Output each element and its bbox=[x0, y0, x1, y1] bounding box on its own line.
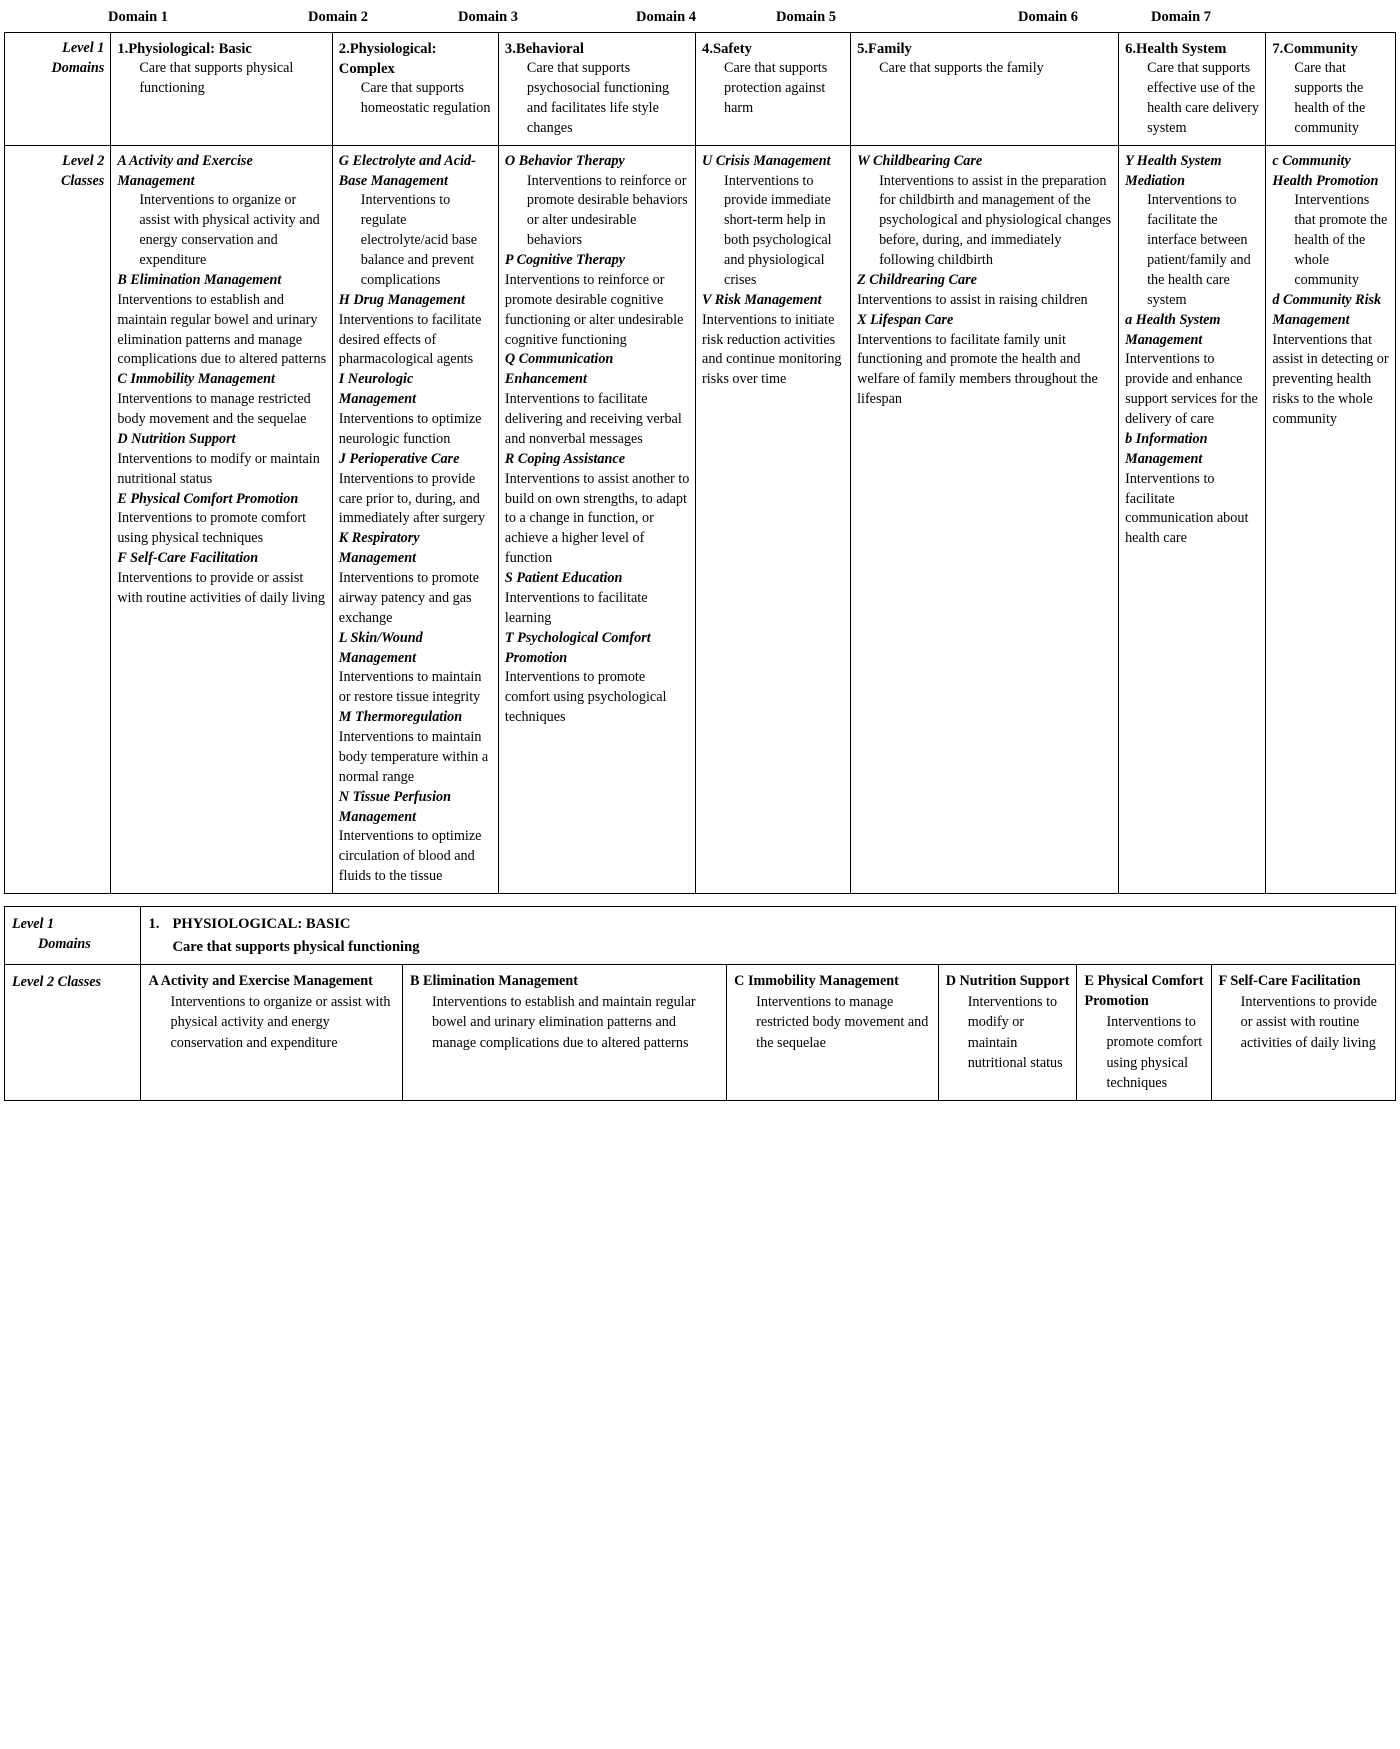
class-title: d Community Risk Management bbox=[1272, 291, 1382, 328]
class-description: Interventions to initiate risk reduction activities and continue monitoring risks over time bbox=[702, 311, 842, 388]
detail-class-description: Interventions to manage restricted body movement and the sequelae bbox=[756, 994, 929, 1051]
class-title: O Behavior Therapy bbox=[504, 152, 625, 169]
class-title: G Electrolyte and Acid-Base Management bbox=[338, 152, 476, 189]
domain-title-1 bbox=[117, 39, 326, 59]
detail-row-label-level1 bbox=[5, 907, 141, 965]
detail-class-title: C Immobility Management bbox=[734, 973, 899, 990]
class-entry bbox=[1125, 152, 1260, 311]
class-title: A Activity and Exercise Management bbox=[117, 152, 253, 189]
class-title: U Crisis Management bbox=[702, 152, 831, 169]
class-title: I Neurologic Management bbox=[338, 371, 417, 408]
class-entry bbox=[702, 291, 845, 390]
domain-name-2: Physiological: Complex bbox=[338, 41, 437, 78]
domain-name-3: Behavioral bbox=[515, 41, 584, 57]
detail-row-label-line2: Domains bbox=[38, 936, 91, 953]
detail-row-label-level2 bbox=[5, 965, 141, 1100]
detail-class-title: A Activity and Exercise Management bbox=[148, 973, 373, 990]
class-description: Interventions to facilitate communication about health care bbox=[1125, 470, 1249, 547]
domain-cell-5 bbox=[851, 33, 1119, 146]
domain-header-row bbox=[4, 0, 1396, 32]
detail-row-label2: Level 2 Classes bbox=[12, 974, 102, 991]
taxonomy-matrix-table bbox=[4, 32, 1396, 894]
domain-title-2 bbox=[339, 39, 493, 79]
class-description: Interventions that promote the health of the whole community bbox=[1294, 192, 1388, 288]
row-label-level2-classes bbox=[5, 145, 111, 893]
class-description: Interventions to provide care prior to, during, and immediately after surgery bbox=[338, 470, 486, 527]
detail-class-description: Interventions to promote comfort using physical techniques bbox=[1106, 1014, 1203, 1091]
class-description: Interventions to maintain or restore tissue integrity bbox=[338, 669, 482, 706]
detail-class-description: Interventions to organize or assist with physical activity and energy conservation and expenditure bbox=[170, 994, 391, 1051]
class-title: Y Health System Mediation bbox=[1125, 152, 1222, 189]
class-description: Interventions to facilitate the interface between patient/family and the health care system bbox=[1147, 192, 1251, 308]
class-description: Interventions that assist in detecting or preventing health risks to the whole community bbox=[1272, 331, 1389, 427]
domain-header-5: Domain 5 bbox=[776, 8, 837, 25]
domain-cell-6 bbox=[1119, 33, 1266, 146]
domain-header-6: Domain 6 bbox=[1018, 8, 1079, 25]
row-label-line1: Level 1 bbox=[62, 40, 105, 56]
class-entry bbox=[1125, 311, 1260, 430]
class-entry bbox=[505, 450, 690, 569]
class-entry bbox=[857, 271, 1113, 311]
class-title: J Perioperative Care bbox=[338, 450, 460, 467]
row-label2-line2: Classes bbox=[60, 172, 105, 189]
class-description: Interventions to facilitate learning bbox=[504, 589, 648, 626]
domain1-detail-table bbox=[4, 906, 1396, 1101]
detail-class-cell-D bbox=[938, 965, 1077, 1100]
classes-cell-4 bbox=[696, 145, 851, 893]
class-title: Q Communication Enhancement bbox=[504, 351, 614, 388]
domain-desc-4: Care that supports protection against harm bbox=[724, 60, 828, 116]
class-title: M Thermoregulation bbox=[338, 709, 463, 726]
detail-class-title: E Physical Comfort Promotion bbox=[1084, 973, 1204, 1010]
detail-domain-name: PHYSIOLOGICAL: BASIC bbox=[172, 916, 351, 932]
class-description: Interventions to promote comfort using physical techniques bbox=[117, 510, 307, 547]
class-description: Interventions to assist another to build on own strengths, to adapt to a change in function, or achieve a higher level of function bbox=[504, 470, 690, 567]
detail-class-cell-B bbox=[403, 965, 727, 1100]
row-label-level1-domains bbox=[5, 33, 111, 146]
row-label-line2: Domains bbox=[51, 59, 105, 76]
detail-class-cell-C bbox=[727, 965, 939, 1100]
domain-title-4 bbox=[702, 39, 845, 59]
domain-header-2: Domain 2 bbox=[308, 8, 369, 25]
class-entry bbox=[117, 370, 326, 430]
domain-title-6 bbox=[1125, 39, 1260, 59]
classes-cell-1 bbox=[111, 145, 332, 893]
domain-desc-3: Care that supports psychosocial functioning and facilitates life style changes bbox=[526, 60, 670, 136]
class-description: Interventions to modify or maintain nutritional status bbox=[117, 450, 320, 487]
class-description: Interventions to assist in the preparation for childbirth and management of the psychological and physiological changes before, during, and immediately following childbirth bbox=[879, 172, 1112, 268]
domain-cell-3 bbox=[498, 33, 695, 146]
class-description: Interventions to optimize neurologic function bbox=[338, 411, 482, 447]
class-entry bbox=[702, 152, 845, 291]
classes-cell-7 bbox=[1266, 145, 1396, 893]
domain-desc-7: Care that supports the health of the community bbox=[1294, 60, 1366, 136]
domain-number-4: 4. bbox=[702, 41, 713, 57]
domain-cell-2 bbox=[332, 33, 498, 146]
detail-class-cell-E bbox=[1077, 965, 1211, 1100]
classes-cell-5 bbox=[851, 145, 1119, 893]
class-entry bbox=[339, 450, 493, 530]
class-title: Z Childrearing Care bbox=[857, 271, 977, 288]
class-title: V Risk Management bbox=[702, 291, 822, 308]
class-title: P Cognitive Therapy bbox=[504, 252, 625, 268]
class-entry bbox=[339, 629, 493, 709]
detail-class-cell-F bbox=[1211, 965, 1395, 1100]
class-entry bbox=[117, 271, 326, 370]
domain-header-4: Domain 4 bbox=[636, 8, 697, 25]
class-title: R Coping Assistance bbox=[504, 450, 626, 467]
domain-title-7 bbox=[1272, 39, 1390, 59]
domain-header-7: Domain 7 bbox=[1151, 8, 1212, 25]
class-title: N Tissue Perfusion Management bbox=[338, 788, 451, 825]
level2-classes-row bbox=[5, 145, 1396, 893]
class-entry bbox=[505, 569, 690, 629]
class-description: Interventions to provide immediate short-term help in both psychological and physiological crises bbox=[724, 172, 832, 288]
class-description: Interventions to facilitate desired effects of pharmacological agents bbox=[338, 311, 482, 368]
class-description: Interventions to regulate electrolyte/acid base balance and prevent complications bbox=[360, 192, 477, 288]
class-title: S Patient Education bbox=[504, 570, 623, 586]
detail-domain-number: 1. bbox=[148, 916, 160, 932]
class-entry bbox=[339, 708, 493, 788]
class-title: b Information Management bbox=[1125, 430, 1208, 467]
detail-class-title: F Self-Care Facilitation bbox=[1218, 973, 1361, 990]
class-description: Interventions to assist in raising children bbox=[857, 291, 1088, 308]
domain-title-5 bbox=[857, 39, 1113, 59]
domain-desc-6: Care that supports effective use of the health care delivery system bbox=[1147, 60, 1259, 136]
domain-desc-5: Care that supports the family bbox=[879, 60, 1044, 77]
domain-number-5: 5. bbox=[857, 41, 869, 57]
row-label2-line1: Level 2 bbox=[62, 152, 105, 169]
class-entry bbox=[117, 152, 326, 271]
class-description: Interventions to optimize circulation of blood and fluids to the tissue bbox=[338, 828, 482, 885]
class-entry bbox=[505, 629, 690, 728]
detail-domain-cell bbox=[141, 907, 1396, 965]
class-title: a Health System Management bbox=[1125, 311, 1221, 348]
detail-class-description: Interventions to modify or maintain nutritional status bbox=[967, 994, 1063, 1071]
class-title: W Childbearing Care bbox=[857, 152, 983, 169]
class-description: Interventions to promote airway patency and gas exchange bbox=[338, 570, 480, 626]
class-entry bbox=[339, 529, 493, 628]
domain-cell-4 bbox=[696, 33, 851, 146]
domain-desc-2: Care that supports homeostatic regulation bbox=[360, 80, 491, 117]
detail-class-title: B Elimination Management bbox=[410, 973, 578, 990]
class-description: Interventions to organize or assist with physical activity and energy conservation and expenditure bbox=[139, 192, 320, 268]
domain-name-7: Community bbox=[1283, 41, 1358, 57]
class-entry bbox=[857, 311, 1113, 410]
domain-number-7: 7. bbox=[1272, 41, 1284, 57]
class-entry bbox=[117, 430, 326, 490]
class-entry bbox=[505, 152, 690, 251]
class-title: H Drug Management bbox=[338, 291, 465, 308]
detail-domain-desc: Care that supports physical functioning bbox=[172, 938, 420, 955]
class-entry bbox=[339, 152, 493, 291]
class-title: L Skin/Wound Management bbox=[338, 629, 423, 666]
class-description: Interventions to provide and enhance support services for the delivery of care bbox=[1125, 351, 1258, 427]
class-title: X Lifespan Care bbox=[857, 311, 954, 328]
class-entry bbox=[339, 788, 493, 887]
class-entry bbox=[1272, 291, 1390, 430]
class-title: E Physical Comfort Promotion bbox=[117, 490, 299, 507]
domain-header-1: Domain 1 bbox=[108, 8, 169, 25]
domain-number-1: 1. bbox=[117, 41, 129, 57]
detail-class-cell-A bbox=[141, 965, 403, 1100]
class-entry bbox=[505, 251, 690, 350]
class-title: T Psychological Comfort Promotion bbox=[504, 629, 651, 666]
class-entry bbox=[857, 152, 1113, 271]
class-description: Interventions to manage restricted body movement and the sequelae bbox=[117, 391, 311, 427]
domain-number-3: 3. bbox=[504, 41, 516, 57]
class-title: K Respiratory Management bbox=[338, 530, 420, 567]
class-description: Interventions to provide or assist with routine activities of daily living bbox=[117, 570, 325, 606]
class-description: Interventions to reinforce or promote desirable cognitive functioning or alter undesirable cognitive functioning bbox=[504, 271, 684, 348]
class-entry bbox=[339, 291, 493, 371]
class-description: Interventions to establish and maintain regular bowel and urinary elimination patterns and manage complications due to altered patterns bbox=[117, 291, 327, 368]
detail-row-label-line1: Level 1 bbox=[12, 916, 55, 932]
classes-cell-2 bbox=[332, 145, 498, 893]
detail-class-description: Interventions to establish and maintain regular bowel and urinary elimination patterns and manage complications due to altered patterns bbox=[432, 994, 696, 1051]
class-entry bbox=[1125, 430, 1260, 549]
domain-number-2: 2. bbox=[338, 41, 350, 57]
domain-name-4: Safety bbox=[712, 41, 752, 57]
class-description: Interventions to facilitate family unit functioning and promote the health and welfare of family members throughout the lifespan bbox=[857, 331, 1098, 408]
domain-header-3: Domain 3 bbox=[458, 8, 519, 25]
domain-name-5: Family bbox=[868, 41, 912, 57]
domain-name-6: Health System bbox=[1136, 41, 1227, 57]
domain-number-6: 6. bbox=[1125, 41, 1137, 57]
classes-cell-6 bbox=[1119, 145, 1266, 893]
level1-domains-row bbox=[5, 33, 1396, 146]
class-entry bbox=[117, 549, 326, 609]
class-description: Interventions to maintain body temperature within a normal range bbox=[338, 729, 489, 785]
domain-cell-7 bbox=[1266, 33, 1396, 146]
detail-class-title: D Nutrition Support bbox=[945, 973, 1070, 990]
class-description: Interventions to reinforce or promote desirable behaviors or alter undesirable behaviors bbox=[526, 172, 688, 249]
class-title: B Elimination Management bbox=[117, 271, 282, 288]
class-entry bbox=[117, 490, 326, 550]
class-title: F Self-Care Facilitation bbox=[117, 550, 259, 567]
class-title: c Community Health Promotion bbox=[1272, 152, 1379, 189]
class-entry bbox=[1272, 152, 1390, 291]
detail-level2-row bbox=[5, 965, 1396, 1100]
class-description: Interventions to facilitate delivering and receiving verbal and nonverbal messages bbox=[504, 391, 682, 447]
class-description: Interventions to promote comfort using psychological techniques bbox=[504, 669, 667, 726]
class-title: D Nutrition Support bbox=[117, 430, 236, 447]
class-entry bbox=[505, 350, 690, 449]
domain-cell-1 bbox=[111, 33, 332, 146]
domain-title-3 bbox=[505, 39, 690, 59]
classes-cell-3 bbox=[498, 145, 695, 893]
detail-level1-row bbox=[5, 907, 1396, 965]
class-entry bbox=[339, 370, 493, 450]
detail-class-description: Interventions to provide or assist with routine activities of daily living bbox=[1240, 994, 1377, 1051]
domain-desc-1: Care that supports physical functioning bbox=[139, 60, 294, 96]
detail-domain-title bbox=[148, 914, 1389, 935]
domain-name-1: Physiological: Basic bbox=[128, 41, 252, 57]
class-title: C Immobility Management bbox=[117, 371, 275, 388]
